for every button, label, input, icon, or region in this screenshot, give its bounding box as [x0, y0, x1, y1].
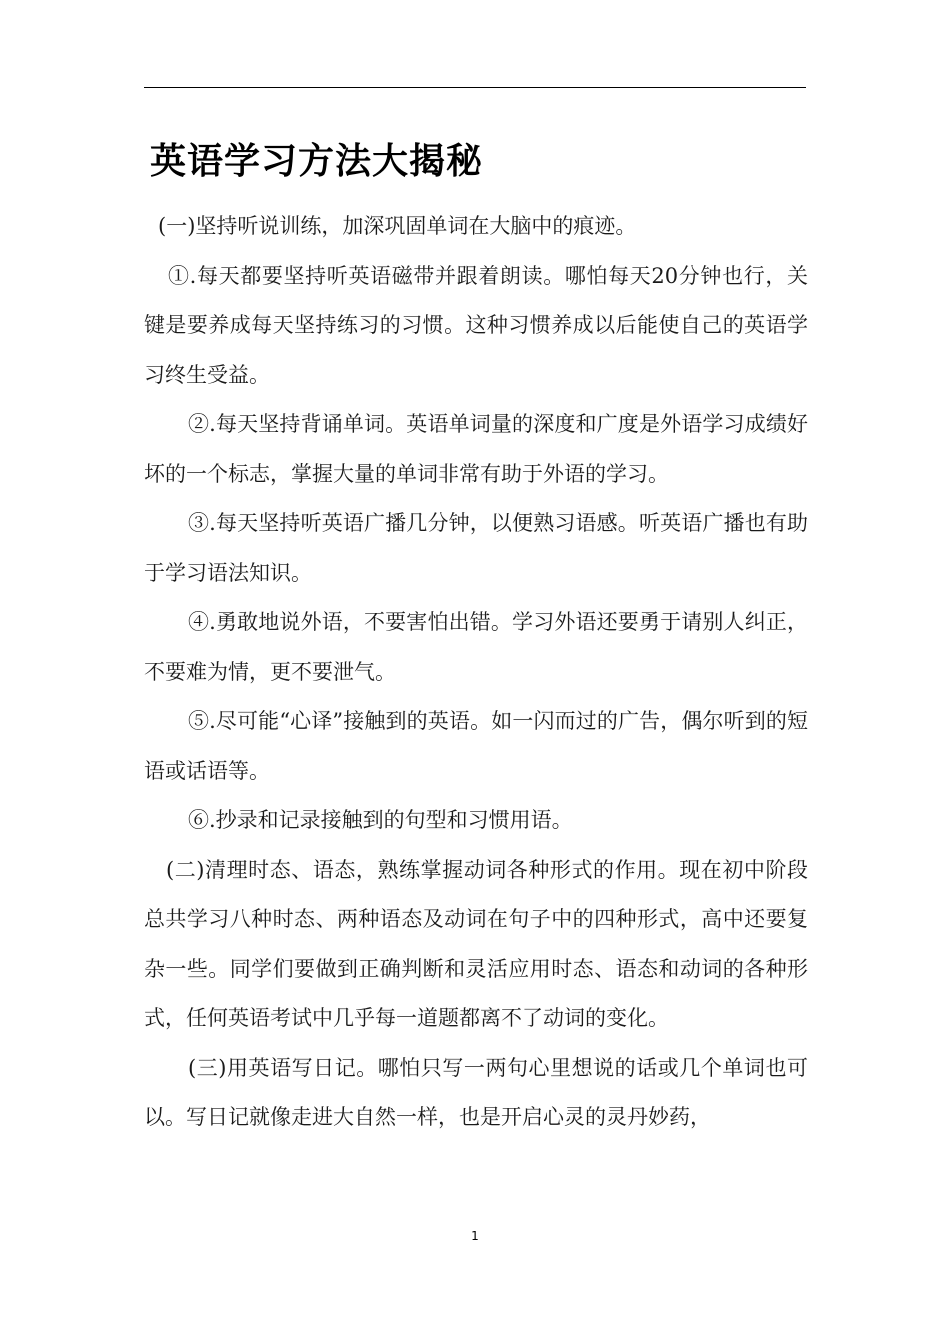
list-item-6: ⑥.抄录和记录接触到的句型和习惯用语。 — [188, 808, 573, 832]
list-item-1: ①.每天都要坚持听英语磁带并跟着朗读。哪怕每天20分钟也行，关键是要养成每天坚持练习的习惯。这种习惯养成以后能使自己的英语学习终生受益。 — [144, 263, 808, 387]
section-heading-1: (一)坚持听说训练，加深巩固单词在大脑中的痕迹。 — [158, 214, 637, 238]
page-number: 1 — [471, 1229, 479, 1243]
section-paragraph-2: (二)清理时态、语态，熟练掌握动词各种形式的作用。现在初中阶段总共学习八种时态、两种语态及动词在句子中的四种形式，高中还要复杂一些。同学们要做到正确判断和灵活应用时态、语态和动词的各种形式，任何英语考试中几乎每一道题都离不了动词的变化。 — [144, 857, 808, 1030]
header-rule — [144, 87, 806, 88]
list-item-5: ⑤.尽可能“心译”接触到的英语。如一闪而过的广告，偶尔听到的短语或话语等。 — [144, 709, 808, 783]
list-item-2: ②.每天坚持背诵单词。英语单词量的深度和广度是外语学习成绩好坏的一个标志，掌握大量的单词非常有助于外语的学习。 — [144, 412, 808, 486]
section-paragraph-3: (三)用英语写日记。哪怕只写一两句心里想说的话或几个单词也可以。写日记就像走进大自然一样，也是开启心灵的灵丹妙药， — [144, 1055, 808, 1129]
list-item-3: ③.每天坚持听英语广播几分钟，以便熟习语感。听英语广播也有助于学习语法知识。 — [144, 511, 808, 585]
page-title: 英语学习方法大揭秘 — [150, 141, 484, 182]
list-item-4: ④.勇敢地说外语，不要害怕出错。学习外语还要勇于请别人纠正，不要难为情，更不要泄气。 — [144, 610, 808, 684]
document-body — [144, 202, 808, 1143]
